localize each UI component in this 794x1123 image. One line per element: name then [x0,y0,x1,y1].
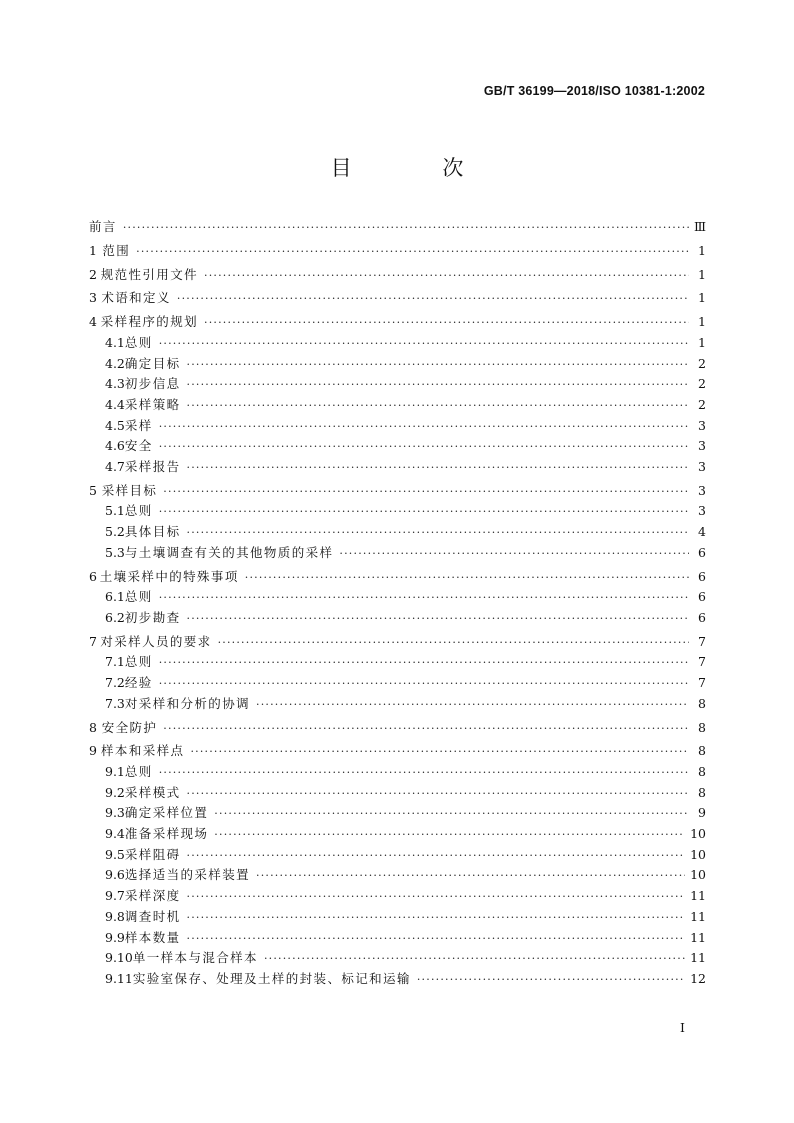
toc-entry-number: 5.2 [105,524,125,540]
toc-entry-page: 2 [698,376,706,392]
toc-entry-label: 安全 [124,438,153,454]
toc-entry-number: 4.7 [105,458,125,474]
toc-entry[interactable] [89,481,706,502]
toc-entry-number: 5.3 [105,544,125,560]
toc-entry-label: 规范性引用文件 [100,266,199,282]
standard-code: GB/T 36199—2018/ISO 10381-1:2002 [483,84,705,98]
toc-leader-dots [187,461,690,474]
toc-entry-page: 6 [698,568,706,584]
toc-entry-label: 经验 [124,675,153,691]
toc-entry-number: 4.2 [105,355,125,371]
toc-leader-dots [159,440,689,453]
toc-entry-page: 11 [690,929,706,945]
toc-entry-number: 6 [89,568,97,584]
toc-entry-label: 样本和采样点 [101,743,185,759]
toc-entry-page: Ⅲ [693,219,706,234]
toc-leader-dots [187,890,686,903]
toc-entry-number: 7.1 [105,654,125,670]
toc-leader-dots [187,399,690,412]
toc-entry-page: 12 [690,970,706,986]
toc-entry-label: 总则 [124,764,153,780]
toc-entry-label: 对采样和分析的协调 [124,695,250,711]
toc-entry[interactable] [89,886,706,907]
toc-entry-label: 安全防护 [101,719,158,735]
toc-entry-label: 准备采样现场 [124,826,209,842]
toc-entry-number: 9.10 [105,950,133,966]
toc-entry[interactable] [89,395,706,416]
toc-leader-dots [218,636,689,649]
toc-entry-page: 1 [698,266,706,282]
toc-title: 目 次 [330,156,506,180]
toc-leader-dots [159,656,689,669]
toc-leader-dots [187,911,686,924]
toc-leader-dots [256,869,685,882]
toc-entry-label: 与土壤调查有关的其他物质的采样 [124,544,334,560]
toc-entry-number: 9.4 [105,826,125,842]
toc-entry[interactable] [89,803,706,824]
toc-entry[interactable] [89,312,706,333]
toc-leader-dots [187,612,690,625]
toc-entry-number: 9.5 [105,846,125,862]
toc-entry-number: 4.5 [105,417,125,433]
toc-entry-page: 1 [698,242,706,258]
toc-entry-page: 6 [698,609,706,625]
toc-entry-number: 8 [89,719,97,735]
toc-leader-dots [159,677,689,690]
toc-entry-page: 10 [690,826,706,842]
toc-entry-number: 5 [89,482,97,498]
toc-entry[interactable] [89,718,706,739]
toc-entry-number: 9.9 [105,929,125,945]
toc-entry-page: 1 [698,314,706,330]
toc-entry-page: 6 [698,589,706,605]
toc-entry-label: 土壤采样中的特殊事项 [99,568,239,584]
toc-entry-number: 4.1 [105,334,125,350]
toc-entry[interactable] [89,673,706,694]
toc-leader-dots [187,378,690,391]
toc-entry-label: 总则 [124,589,153,605]
toc-leader-dots [190,745,689,758]
toc-entry[interactable] [89,567,706,588]
toc-entry[interactable] [89,652,706,673]
toc-entry-number: 6.2 [105,609,125,625]
toc-entry[interactable] [89,522,706,543]
toc-entry[interactable] [89,845,706,866]
toc-entry[interactable] [89,501,706,522]
toc-entry[interactable] [89,217,706,238]
toc-entry[interactable] [89,587,706,608]
toc-entry[interactable] [89,865,706,886]
toc-entry-number: 7.3 [105,695,125,711]
toc-leader-dots [187,932,686,945]
toc-entry[interactable] [89,374,706,395]
toc-entry-label: 采样目标 [101,482,158,498]
toc-entry-number: 4.3 [105,376,125,392]
toc-entry-label: 具体目标 [124,524,181,540]
toc-entry-page: 8 [698,764,706,780]
toc-entry-number: 1 [89,242,97,258]
toc-entry-page: 2 [698,355,706,371]
toc-leader-dots [159,766,689,779]
toc-leader-dots [163,485,689,498]
toc-entry-page: 3 [698,458,706,474]
toc-leader-dots [417,973,685,986]
toc-entry-label: 采样深度 [124,888,181,904]
toc-entry-page: 7 [698,633,706,649]
toc-leader-dots [214,828,685,841]
toc-leader-dots [136,245,689,258]
toc-entry-number: 6.1 [105,589,125,605]
toc-leader-dots [245,571,689,584]
toc-entry-page: 4 [698,524,706,540]
toc-entry[interactable] [89,288,706,309]
toc-entry-number: 2 [89,266,97,282]
toc-entry[interactable] [89,694,706,715]
toc-entry-label: 确定采样位置 [124,805,209,821]
toc-entry-label: 总则 [124,654,153,670]
toc-leader-dots [123,221,689,234]
toc-entry-label: 采样报告 [124,458,181,474]
toc-entry-number: 9.2 [105,784,125,800]
toc-entry-page: 3 [698,482,706,498]
toc-entry[interactable] [89,333,706,354]
toc-entry-label: 术语和定义 [101,290,171,306]
toc-entry-label: 采样策略 [124,396,181,412]
toc-entry-number: 9.3 [105,805,125,821]
toc-entry-page: 8 [698,695,706,711]
toc-entry[interactable] [89,416,706,437]
toc-entry-label: 样本数量 [124,929,181,945]
toc-entry[interactable] [89,969,706,990]
toc-entry[interactable] [89,762,706,783]
toc-entry-page: 10 [690,867,706,883]
toc-entry-page: 8 [698,743,706,759]
toc-entry-page: 1 [698,334,706,350]
toc-entry-label: 采样程序的规划 [100,314,199,330]
toc-leader-dots [187,787,690,800]
toc-entry-page: 11 [690,888,706,904]
toc-leader-dots [204,269,689,282]
toc-leader-dots [159,420,689,433]
page-number: I [680,1020,685,1035]
toc-entry-number: 9.7 [105,888,125,904]
toc-entry-page: 3 [698,438,706,454]
toc-entry-page: 11 [690,950,706,966]
toc-entry-number: 9 [89,743,97,759]
toc-entry[interactable] [89,436,706,457]
toc-entry-page: 7 [698,675,706,691]
toc-leader-dots [204,316,689,329]
toc-leader-dots [187,358,690,371]
toc-entry-page: 3 [698,417,706,433]
table-of-contents [89,217,706,990]
toc-entry-number: 4 [89,314,97,330]
toc-entry-page: 2 [698,396,706,412]
toc-entry-page: 11 [690,908,706,924]
toc-entry-number: 9.8 [105,908,125,924]
toc-leader-dots [163,722,689,735]
toc-entry-label: 采样模式 [124,784,181,800]
toc-leader-dots [159,337,689,350]
toc-entry-number: 4.6 [105,438,125,454]
toc-entry-label: 初步信息 [124,376,181,392]
toc-entry-label: 调查时机 [124,908,181,924]
toc-entry[interactable] [89,824,706,845]
toc-leader-dots [339,547,689,560]
toc-entry-label: 总则 [124,503,153,519]
toc-entry-label: 选择适当的采样装置 [124,867,250,883]
toc-entry-label: 确定目标 [124,355,181,371]
toc-entry-label: 前言 [89,219,117,234]
toc-entry-page: 7 [698,654,706,670]
toc-entry-number: 9.6 [105,867,125,883]
toc-leader-dots [159,591,689,604]
toc-leader-dots [256,698,689,711]
toc-entry-label: 采样阻碍 [124,846,181,862]
toc-entry-number: 3 [89,290,97,306]
toc-entry-number: 5.1 [105,503,125,519]
toc-entry[interactable] [89,948,706,969]
toc-leader-dots [177,292,689,305]
toc-leader-dots [264,952,685,965]
toc-entry-page: 3 [698,503,706,519]
toc-leader-dots [187,849,686,862]
toc-entry-label: 实验室保存、处理及土样的封装、标记和运输 [132,970,411,986]
toc-entry[interactable] [89,632,706,653]
toc-entry-page: 9 [698,805,706,821]
toc-entry[interactable] [89,928,706,949]
toc-entry-page: 8 [698,719,706,735]
toc-entry-label: 范围 [102,242,131,258]
toc-leader-dots [187,526,690,539]
toc-leader-dots [214,807,689,820]
toc-entry-number: 4.4 [105,396,125,412]
toc-entry[interactable] [89,741,706,762]
toc-entry[interactable] [89,543,706,564]
toc-entry-label: 初步勘查 [124,609,181,625]
toc-entry-page: 1 [698,290,706,306]
toc-entry-label: 单一样本与混合样本 [132,950,258,966]
toc-entry-page: 10 [690,846,706,862]
toc-entry[interactable] [89,265,706,286]
toc-entry-number: 9.11 [105,970,133,986]
toc-entry-label: 采样 [124,417,153,433]
toc-entry[interactable] [89,241,706,262]
toc-entry-label: 对采样人员的要求 [100,633,212,649]
toc-entry[interactable] [89,354,706,375]
toc-entry[interactable] [89,457,706,478]
toc-entry[interactable] [89,783,706,804]
toc-entry-page: 8 [698,784,706,800]
toc-entry-page: 6 [698,544,706,560]
toc-entry[interactable] [89,608,706,629]
toc-entry-number: 7.2 [105,675,125,691]
toc-entry-number: 9.1 [105,764,125,780]
toc-entry-number: 7 [89,633,97,649]
toc-entry-label: 总则 [124,334,153,350]
toc-leader-dots [159,505,689,518]
toc-entry[interactable] [89,907,706,928]
